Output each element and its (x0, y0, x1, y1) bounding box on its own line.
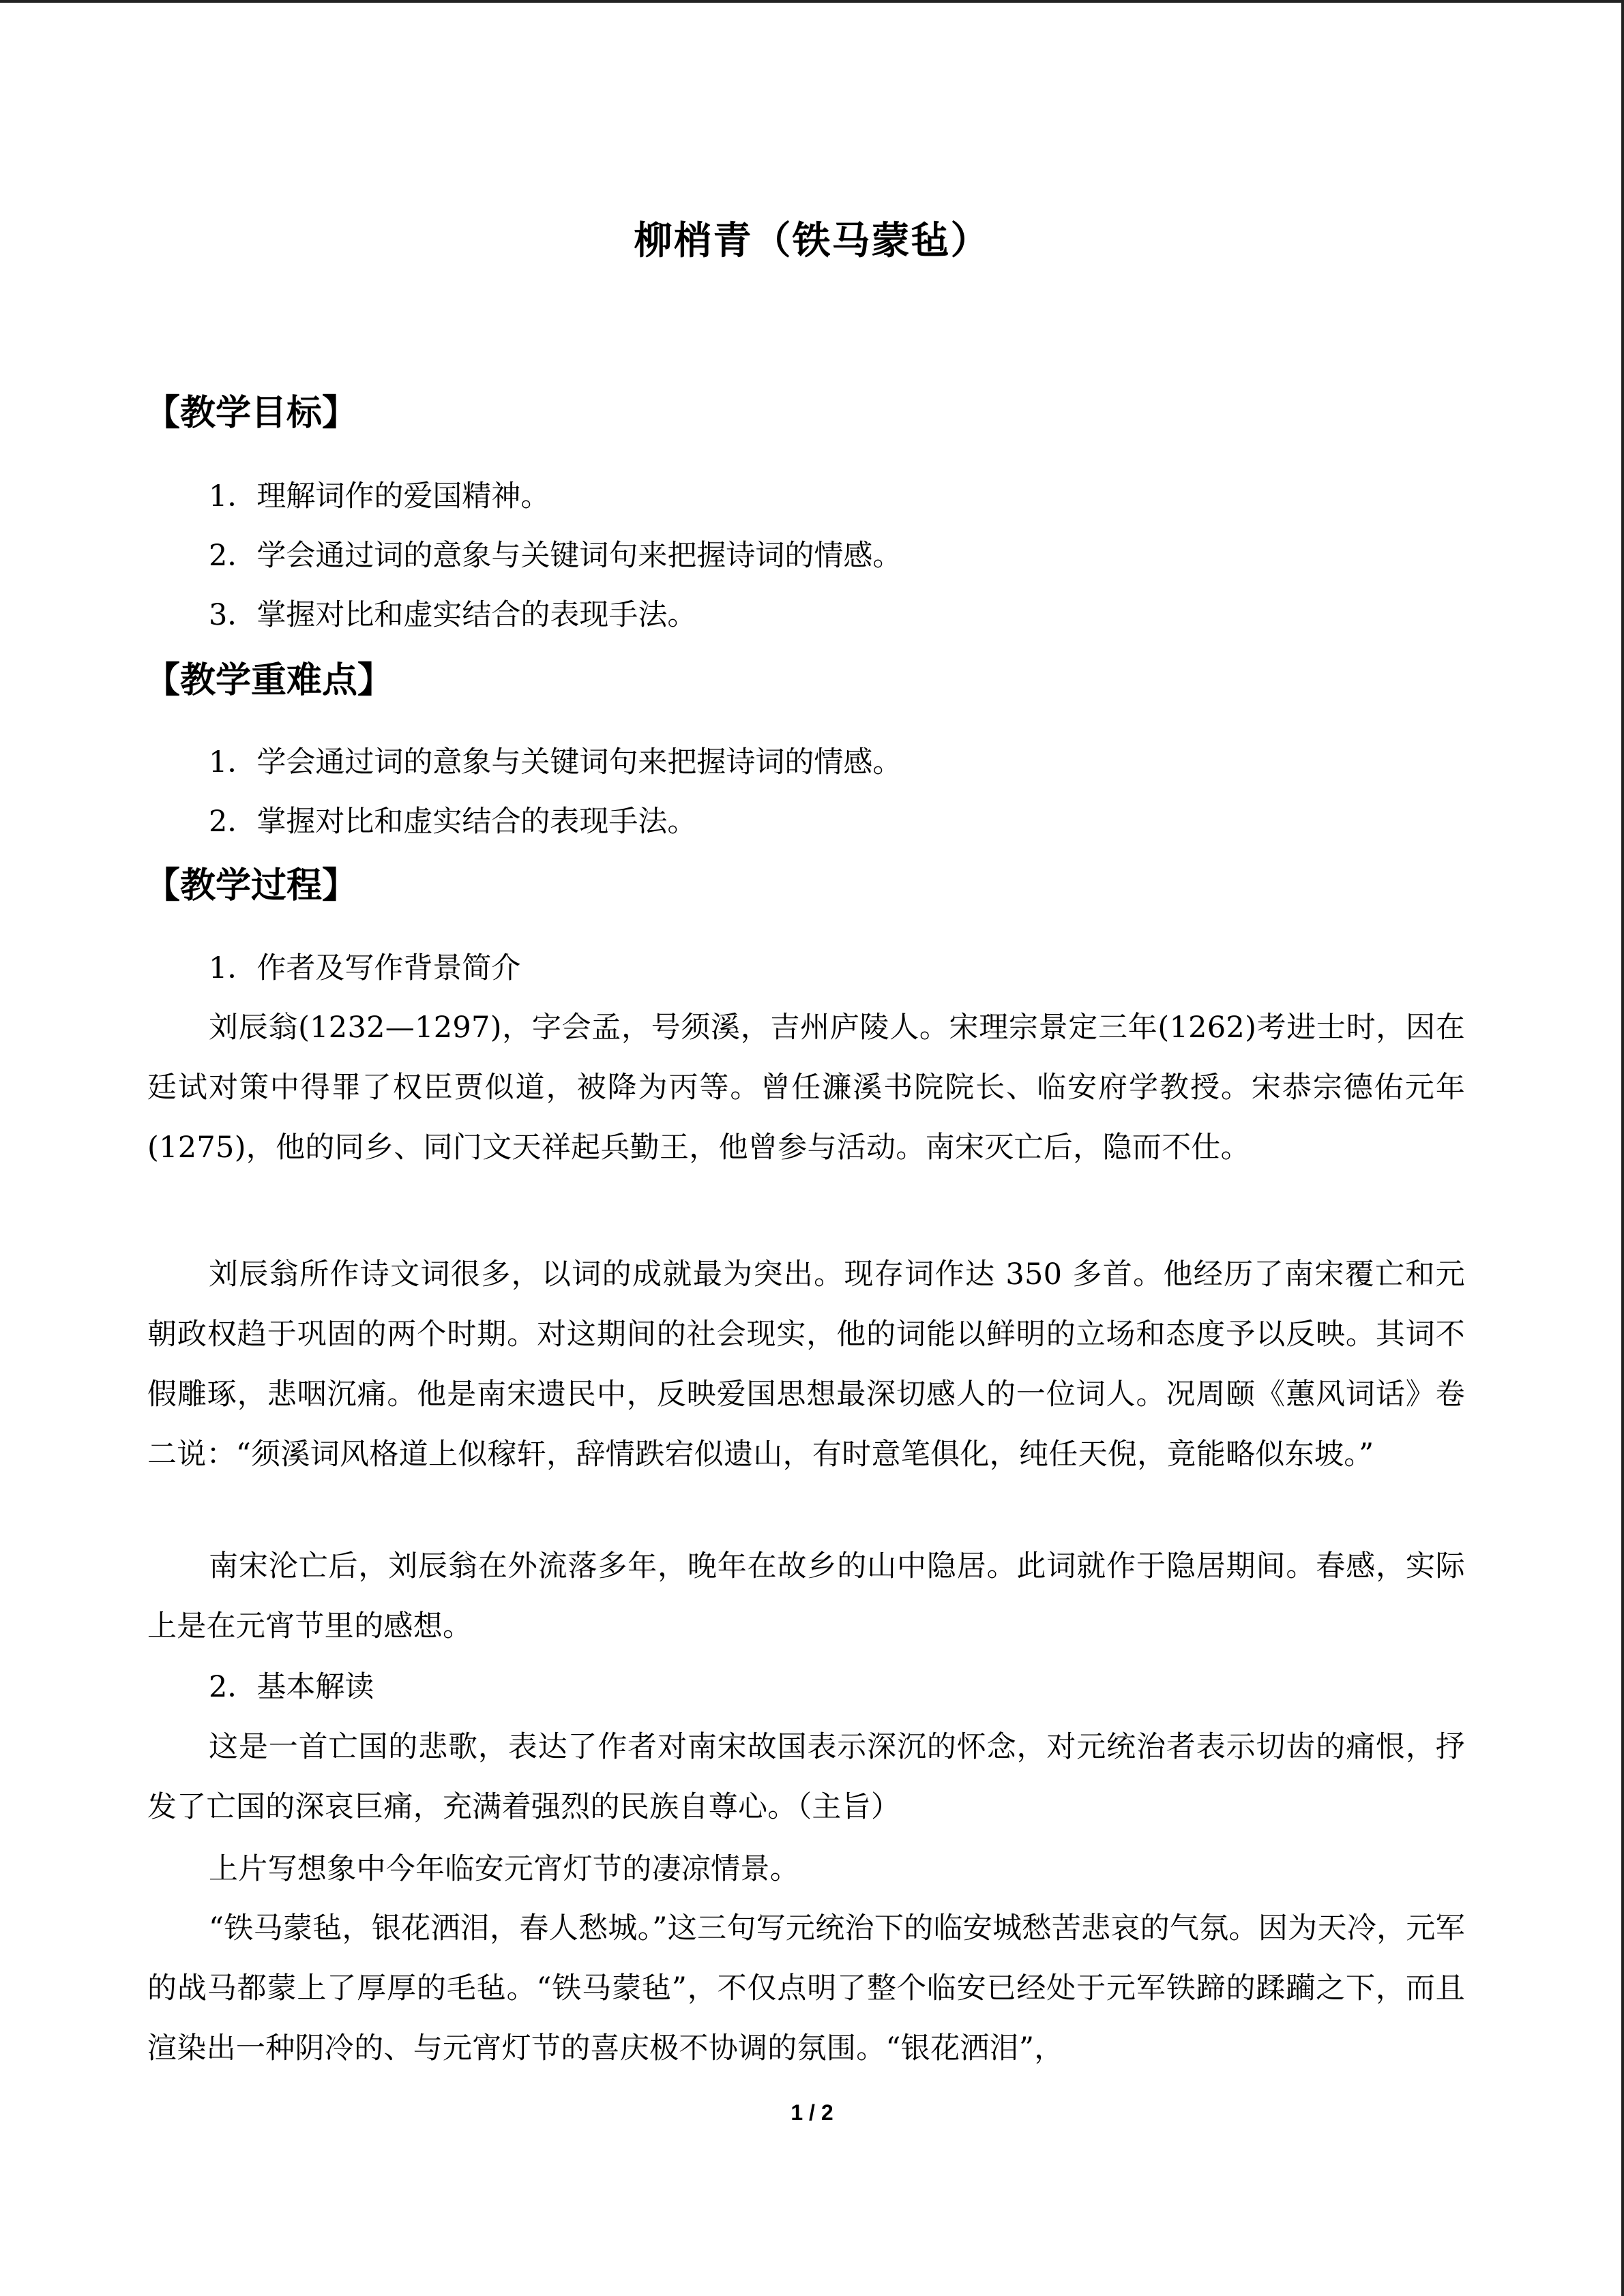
paragraph-theme: 这是一首亡国的悲歌，表达了作者对南宋故国表示深沉的怀念，对元统治者表示切齿的痛恨，抒发了亡国的深哀巨痛，充满着强烈的民族自尊心。（主旨） (147, 1730, 1465, 1824)
page-number: 1 / 2 (791, 2100, 833, 2125)
section-heading-key-points: 【教学重难点】 (145, 660, 394, 701)
section-heading-goals: 【教学目标】 (145, 393, 358, 434)
paragraph-background: 南宋沦亡后，刘辰翁在外流落多年，晚年在故乡的山中隐居。此词就作于隐居期间。春感，实际上是在元宵节里的感想。 (147, 1549, 1465, 1643)
key-point-item-2: 2．掌握对比和虚实结合的表现手法。 (209, 805, 697, 839)
paragraph-analysis: “铁马蒙毡，银花洒泪，春人愁城。”这三句写元统治下的临安城愁苦悲哀的气氛。因为天冷，元军的战马都蒙上了厚厚的毛毡。“铁马蒙毡”，不仅点明了整个临安已经处于元军铁蹄的蹂躏之下，而且渲染出一种阴冷的、与元宵灯节的喜庆极不协调的氛围。“银花洒泪”， (147, 1911, 1465, 2066)
page-top-border (0, 0, 1624, 3)
goal-item-1: 1．理解词作的爱国精神。 (209, 479, 550, 513)
paragraph-author-bio: 刘辰翁(1232—1297)，字会孟，号须溪，吉州庐陵人。宋理宗景定三年(1262)考进士时，因在廷试对策中得罪了权臣贾似道，被降为丙等。曾任濂溪书院院长、临安府学教授。宋恭宗德佑元年(1275)，他的同乡、同门文天祥起兵勤王，他曾参与活动。南宋灭亡后，隐而不仕。 (147, 1011, 1465, 1165)
goal-item-2: 2．学会通过词的意象与关键词句来把握诗词的情感。 (209, 539, 902, 573)
paragraph-first-stanza: 上片写想象中今年临安元宵灯节的凄凉情景。 (209, 1852, 799, 1886)
process-subheading-1: 1．作者及写作背景简介 (209, 951, 521, 985)
section-heading-process: 【教学过程】 (145, 865, 358, 906)
goal-item-3: 3．掌握对比和虚实结合的表现手法。 (209, 598, 697, 632)
paragraph-author-works: 刘辰翁所作诗文词很多，以词的成就最为突出。现存词作达 350 多首。他经历了南宋覆亡和元朝政权趋于巩固的两个时期。对这期间的社会现实，他的词能以鲜明的立场和态度予以反映。其词不假雕琢，悲咽沉痛。他是南宋遗民中，反映爱国思想最深切感人的一位词人。况周颐《蕙风词话》卷二说：“须溪词风格道上似稼轩，辞情跌宕似遗山，有时意笔俱化，纯任天倪，竟能略似东坡。” (147, 1257, 1465, 1472)
page-right-border (1621, 0, 1624, 2296)
key-point-item-1: 1．学会通过词的意象与关键词句来把握诗词的情感。 (209, 745, 902, 779)
document-title: 柳梢青（铁马蒙毡） (634, 218, 990, 263)
process-subheading-2: 2．基本解读 (209, 1670, 374, 1704)
